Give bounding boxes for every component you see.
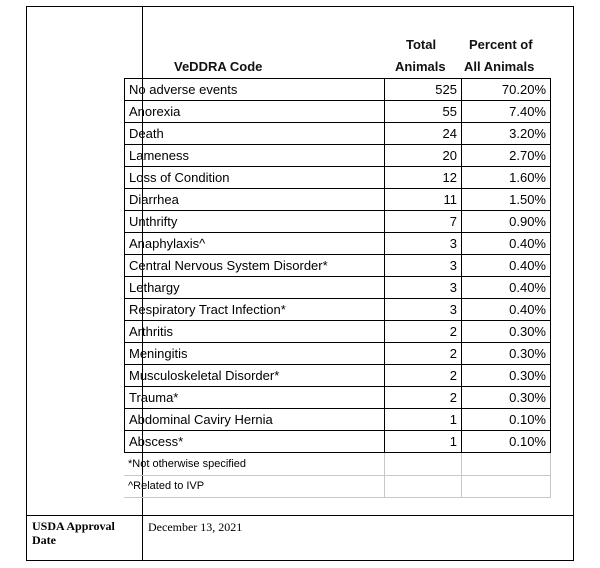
cell-total: 24 bbox=[385, 123, 462, 145]
table-row bbox=[125, 167, 551, 189]
note-empty-cell bbox=[384, 453, 461, 475]
cell-code: Loss of Condition bbox=[125, 167, 385, 189]
table-row bbox=[125, 299, 551, 321]
cell-total: 7 bbox=[385, 211, 462, 233]
veddra-table bbox=[124, 30, 550, 498]
cell-percent: 3.20% bbox=[462, 123, 551, 145]
header-percent-line1: Percent of bbox=[469, 37, 533, 52]
cell-percent: 0.10% bbox=[462, 409, 551, 431]
cell-total: 2 bbox=[385, 343, 462, 365]
cell-code: Respiratory Tract Infection* bbox=[125, 299, 385, 321]
cell-code: Abdominal Caviry Hernia bbox=[125, 409, 385, 431]
note-row bbox=[124, 453, 550, 475]
cell-total: 2 bbox=[385, 321, 462, 343]
table-row bbox=[125, 123, 551, 145]
cell-percent: 0.30% bbox=[462, 387, 551, 409]
cell-percent: 1.50% bbox=[462, 189, 551, 211]
cell-percent: 0.40% bbox=[462, 277, 551, 299]
cell-code: Trauma* bbox=[125, 387, 385, 409]
cell-code: Anaphylaxis^ bbox=[125, 233, 385, 255]
cell-code: Death bbox=[125, 123, 385, 145]
cell-total: 1 bbox=[385, 431, 462, 453]
table-header bbox=[124, 30, 550, 78]
cell-percent: 0.40% bbox=[462, 233, 551, 255]
cell-total: 12 bbox=[385, 167, 462, 189]
data-table bbox=[124, 78, 551, 453]
row-divider bbox=[27, 515, 573, 516]
note-empty-cell bbox=[384, 475, 461, 497]
approval-date-value: December 13, 2021 bbox=[148, 520, 243, 534]
table-row bbox=[125, 387, 551, 409]
cell-percent: 0.40% bbox=[462, 255, 551, 277]
note-empty-cell bbox=[461, 453, 550, 475]
cell-code: Lameness bbox=[125, 145, 385, 167]
table-row bbox=[125, 409, 551, 431]
cell-percent: 0.10% bbox=[462, 431, 551, 453]
cell-code: Anorexia bbox=[125, 101, 385, 123]
cell-total: 11 bbox=[385, 189, 462, 211]
cell-percent: 7.40% bbox=[462, 101, 551, 123]
cell-total: 1 bbox=[385, 409, 462, 431]
cell-total: 3 bbox=[385, 277, 462, 299]
note-empty-cell bbox=[461, 475, 550, 497]
cell-total: 3 bbox=[385, 299, 462, 321]
cell-code: Meningitis bbox=[125, 343, 385, 365]
cell-code: Lethargy bbox=[125, 277, 385, 299]
table-row bbox=[125, 343, 551, 365]
cell-percent: 0.30% bbox=[462, 321, 551, 343]
table-row bbox=[125, 211, 551, 233]
header-percent-line2: All Animals bbox=[464, 59, 535, 74]
table-row bbox=[125, 145, 551, 167]
usda-approval-date-label: USDA Approval Date bbox=[32, 519, 115, 547]
table-row bbox=[125, 431, 551, 453]
header-total-line1: Total bbox=[406, 37, 437, 52]
table-row bbox=[125, 79, 551, 101]
cell-code: Unthrifty bbox=[125, 211, 385, 233]
header-veddra-code: VeDDRA Code bbox=[174, 59, 263, 74]
table-notes bbox=[124, 453, 551, 498]
footnote-ivp: ^Related to IVP bbox=[124, 475, 384, 497]
footnote-nos: *Not otherwise specified bbox=[124, 453, 384, 475]
cell-code: No adverse events bbox=[125, 79, 385, 101]
cell-percent: 70.20% bbox=[462, 79, 551, 101]
note-row bbox=[124, 475, 550, 497]
header-total-line2: Animals bbox=[395, 59, 446, 74]
table-row bbox=[125, 255, 551, 277]
cell-total: 525 bbox=[385, 79, 462, 101]
cell-total: 2 bbox=[385, 387, 462, 409]
cell-percent: 1.60% bbox=[462, 167, 551, 189]
table-row bbox=[125, 101, 551, 123]
cell-code: Central Nervous System Disorder* bbox=[125, 255, 385, 277]
cell-percent: 2.70% bbox=[462, 145, 551, 167]
cell-code: Arthritis bbox=[125, 321, 385, 343]
table-row bbox=[125, 277, 551, 299]
cell-total: 3 bbox=[385, 233, 462, 255]
cell-code: Diarrhea bbox=[125, 189, 385, 211]
table-row bbox=[125, 321, 551, 343]
cell-code: Musculoskeletal Disorder* bbox=[125, 365, 385, 387]
table-row bbox=[125, 365, 551, 387]
cell-percent: 0.90% bbox=[462, 211, 551, 233]
cell-percent: 0.30% bbox=[462, 365, 551, 387]
cell-total: 3 bbox=[385, 255, 462, 277]
table-row bbox=[125, 233, 551, 255]
cell-percent: 0.40% bbox=[462, 299, 551, 321]
cell-total: 2 bbox=[385, 365, 462, 387]
table-row bbox=[125, 189, 551, 211]
cell-code: Abscess* bbox=[125, 431, 385, 453]
cell-total: 55 bbox=[385, 101, 462, 123]
cell-percent: 0.30% bbox=[462, 343, 551, 365]
cell-total: 20 bbox=[385, 145, 462, 167]
